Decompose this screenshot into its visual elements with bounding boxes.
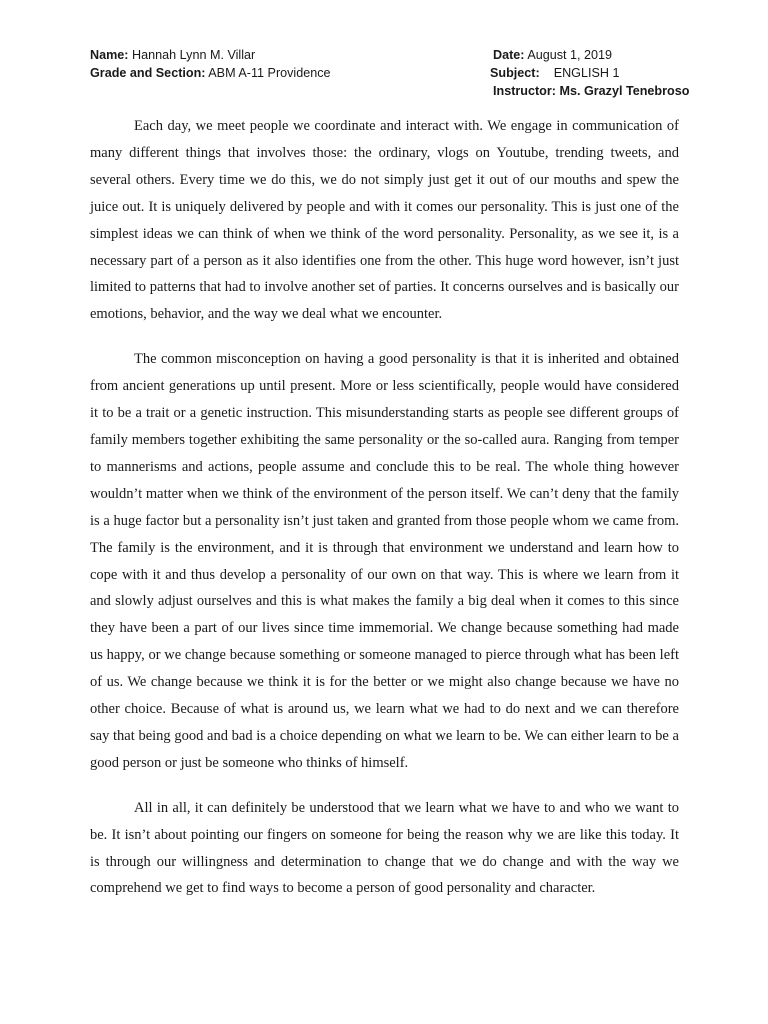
instructor-label: Instructor: bbox=[493, 84, 556, 98]
date-field bbox=[493, 46, 612, 64]
subject-value: ENGLISH 1 bbox=[553, 66, 620, 80]
grade-section-field bbox=[90, 64, 331, 82]
instructor-value: Ms. Grazyl Tenebroso bbox=[559, 84, 690, 98]
header-row-1 bbox=[90, 46, 690, 64]
name-value: Hannah Lynn M. Villar bbox=[132, 48, 256, 62]
instructor-field bbox=[493, 82, 689, 100]
subject-field bbox=[490, 64, 619, 82]
grade-section-value: ABM A-11 Providence bbox=[208, 66, 331, 80]
grade-section-label: Grade and Section: bbox=[90, 66, 206, 80]
name-label: Name: bbox=[90, 48, 129, 62]
subject-label: Subject: bbox=[490, 66, 540, 80]
paragraph-3: All in all, it can definitely be understood that we learn what we have to and who we want to be. It isn’t about pointing our fingers on someone for being the reason why we are like this today. It is through our willingness and determination to change that we do change and with the way we comprehend we get to find ways to become a person of good personality and character. bbox=[90, 799, 679, 897]
name-field bbox=[90, 46, 255, 64]
date-label: Date: bbox=[493, 48, 525, 62]
document-header bbox=[90, 46, 690, 100]
paragraph-2: The common misconception on having a good personality is that it is inherited and obtained from ancient generations up until present. More or less scientifically, people would have considered it to be a trait or a genetic instruction. This misunderstanding starts as people see different groups of family members together exhibiting the same personality or the so-called aura. Ranging from temper to mannerisms and actions, people assume and conclude this to be real. The whole thing however wouldn’t matter when we think of the environment of the person itself. We can’t deny that the family is a huge factor but a personality isn’t just taken and granted from those people whom we came from. The family is the environment, and it is through that environment we understand and learn how to cope with it and thus develop a personality of our own on that way. This is where we learn from it and slowly adjust ourselves and this is what makes the family a big deal when it comes to this since they have been a part of our lives since time immemorial. We change because something had made us happy, or we change because something or someone managed to pierce through what has been left of us. We change because we think it is for the better or we might also change because we have no other choice. Because of what is around us, we learn what we had to do next and we can therefore say that being good and bad is a choice depending on what we learn to be. We can either learn to be a good person or just be someone who thinks of himself. bbox=[90, 351, 679, 771]
paragraph-1: Each day, we meet people we coordinate and interact with. We engage in communication of many different things that involves those: the ordinary, vlogs on Youtube, trending tweets, and several others. Every time we do this, we do not simply just get it out of our mouths and spew the juice out. It is uniquely delivered by people and with it comes our personality. This is just one of the simplest ideas we can think of when we think of the word personality. Personality, as we see it, is a necessary part of a person as it also identifies one from the other. This huge word however, isn’t just limited to patterns that had to involve another set of parties. It concerns ourselves and is basically our emotions, behavior, and the way we deal what we encounter. bbox=[90, 118, 679, 323]
header-row-2 bbox=[90, 64, 690, 82]
date-value: August 1, 2019 bbox=[527, 48, 613, 62]
header-row-3 bbox=[90, 82, 690, 100]
essay-body bbox=[90, 113, 679, 920]
